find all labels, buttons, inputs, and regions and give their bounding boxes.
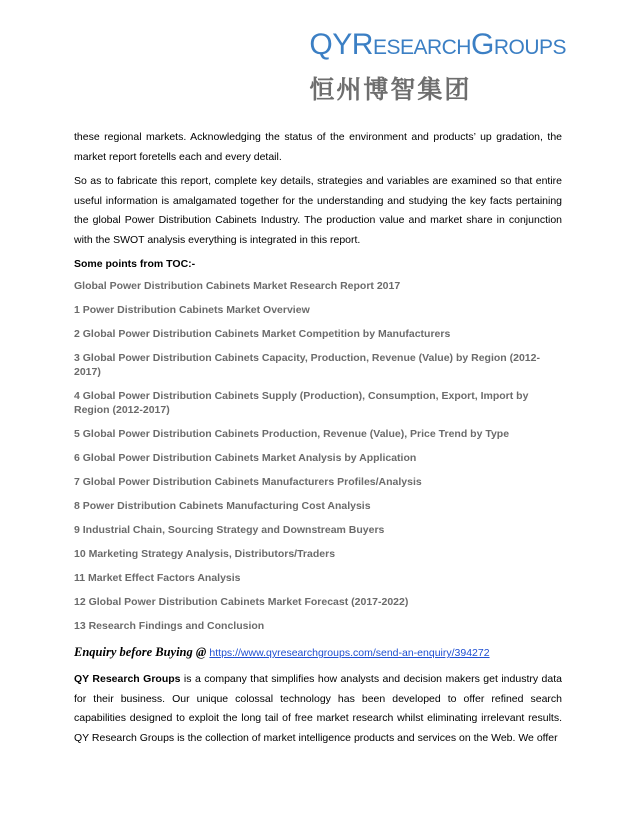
about-text: is a company that simplifies how analysts and decision makers get industry data for their business. Our unique colossal technology has been developed to offer refined search capabilities designed to exploit the long tail of free market research whilst eliminating irrelevant results. QY Research Groups is the collection of market intelligence products and services on the Web. We offer: [74, 673, 562, 744]
enquiry-line: [74, 643, 562, 662]
toc-item: 12 Global Power Distribution Cabinets Market Forecast (2017-2022): [74, 596, 409, 608]
company-logo: [309, 30, 566, 106]
paragraph-about-company: [74, 670, 562, 748]
toc-item: 8 Power Distribution Cabinets Manufacturing Cost Analysis: [74, 500, 371, 512]
toc-item: Global Power Distribution Cabinets Market Research Report 2017: [74, 280, 401, 292]
paragraph-report-overview: So as to fabricate this report, complete key details, strategies and variables are examined so that entire useful information is amalgamated together for the understanding and studying the key facts pertaining the global Power Distribution Cabinets Industry. The production value and market share in conjunction with the SWOT analysis everything is integrated in this report.: [74, 175, 562, 246]
toc-item: 2 Global Power Distribution Cabinets Market Competition by Manufacturers: [74, 328, 451, 340]
document-body: [74, 128, 562, 753]
toc-item: 1 Power Distribution Cabinets Market Overview: [74, 304, 310, 316]
toc-item: 9 Industrial Chain, Sourcing Strategy and Downstream Buyers: [74, 524, 385, 536]
toc-heading: Some points from TOC:-: [74, 258, 196, 270]
toc-item: 4 Global Power Distribution Cabinets Supply (Production), Consumption, Export, Import by Region (2012-2017): [74, 390, 529, 416]
toc-item: 7 Global Power Distribution Cabinets Manufacturers Profiles/Analysis: [74, 476, 422, 488]
logo-chinese-wordmark: 恒州博智集团: [309, 75, 472, 104]
logo-english-wordmark: QYRESEARCHGROUPS: [309, 28, 566, 61]
toc-item: 11 Market Effect Factors Analysis: [74, 572, 241, 584]
enquiry-label: Enquiry before Buying @: [74, 645, 210, 659]
toc-item: 6 Global Power Distribution Cabinets Market Analysis by Application: [74, 452, 417, 464]
paragraph-regional-markets: these regional markets. Acknowledging the status of the environment and products’ up gradation, the market report foretells each and every detail.: [74, 131, 562, 163]
toc-item: 10 Marketing Strategy Analysis, Distributors/Traders: [74, 548, 336, 560]
toc-list: [74, 279, 562, 633]
toc-item: 5 Global Power Distribution Cabinets Production, Revenue (Value), Price Trend by Type: [74, 428, 510, 440]
toc-item: 13 Research Findings and Conclusion: [74, 620, 265, 632]
company-name: QY Research Groups: [74, 673, 181, 685]
toc-item: 3 Global Power Distribution Cabinets Capacity, Production, Revenue (Value) by Region (2012-2017): [74, 352, 540, 378]
enquiry-link[interactable]: https://www.qyresearchgroups.com/send-an-enquiry/394272: [209, 647, 490, 659]
